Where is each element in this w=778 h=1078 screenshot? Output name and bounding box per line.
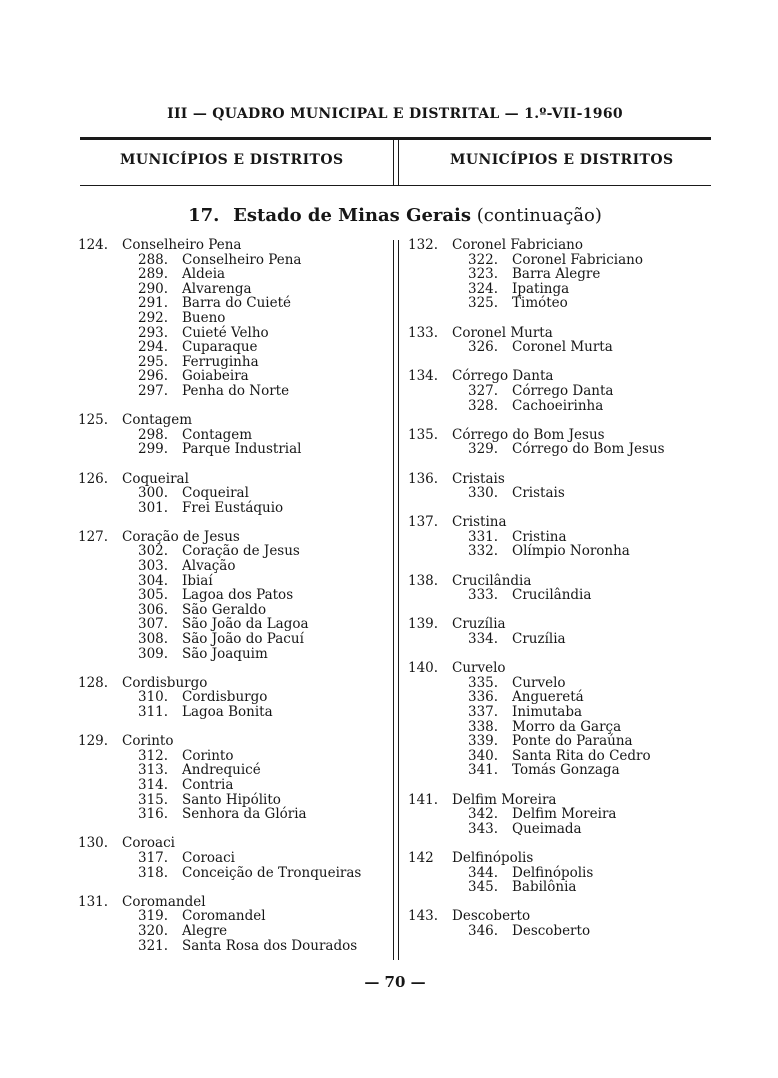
district-row [78, 778, 378, 793]
district-row [78, 939, 378, 954]
municipality-row [408, 793, 708, 808]
district-row [408, 749, 708, 764]
district-row [78, 442, 378, 457]
district-number: 331. [468, 528, 499, 545]
district-row [408, 924, 708, 939]
district-number: 323. [468, 266, 499, 283]
municipality-number: 130. [78, 835, 109, 852]
district-row [78, 603, 378, 618]
district-number: 341. [468, 762, 499, 779]
municipality-name: Coronel Murta [452, 324, 553, 341]
district-row [78, 326, 378, 341]
district-row [78, 866, 378, 881]
municipality-row [408, 326, 708, 341]
district-name: Olímpio Noronha [512, 543, 630, 560]
district-number: 299. [138, 441, 169, 458]
district-number: 318. [138, 864, 169, 881]
district-number: 311. [138, 704, 169, 720]
municipality-row [78, 895, 378, 910]
municipality-entry [408, 851, 708, 895]
district-row [78, 632, 378, 647]
municipality-entry [408, 661, 708, 778]
district-name: Cachoeirinha [512, 397, 604, 414]
district-row [78, 384, 378, 399]
district-name: Babilônia [512, 879, 577, 896]
district-number: 291. [138, 295, 169, 312]
district-name: Conceição de Tronqueiras [182, 864, 362, 881]
district-number: 332. [468, 543, 499, 560]
district-number: 304. [138, 572, 169, 589]
district-row [78, 369, 378, 384]
district-name: São João da Lagoa [182, 616, 309, 633]
municipality-name: Descoberto [452, 908, 531, 925]
district-row [78, 486, 378, 501]
district-name: Ibiaí [182, 572, 213, 589]
municipality-row [408, 574, 708, 589]
heading-divider-b [398, 140, 399, 185]
district-number: 339. [468, 733, 499, 750]
district-name: Ipatinga [512, 280, 570, 297]
district-row [408, 544, 708, 559]
municipality-number: 127. [78, 528, 109, 545]
municipality-row [408, 238, 708, 253]
district-name: Coqueiral [182, 485, 249, 502]
district-number: 298. [138, 426, 169, 443]
municipality-entry [78, 530, 378, 661]
district-row [408, 530, 708, 545]
district-number: 330. [468, 485, 499, 502]
municipality-number: 137. [408, 514, 439, 531]
municipality-name: Cristais [452, 470, 505, 487]
district-row [78, 296, 378, 311]
state-number: 17. [188, 205, 220, 226]
district-row [78, 428, 378, 443]
municipality-row [408, 661, 708, 676]
column-divider-a [393, 240, 394, 960]
district-name: Coromandel [182, 908, 266, 925]
district-row [78, 793, 378, 808]
district-number: 313. [138, 762, 169, 779]
district-number: 310. [138, 689, 169, 706]
district-name: Delfim Moreira [512, 806, 617, 823]
district-number: 327. [468, 382, 499, 399]
municipality-name: Córrego Danta [452, 368, 554, 385]
district-number: 335. [468, 674, 499, 691]
municipality-row [408, 515, 708, 530]
municipality-number: 125. [78, 412, 109, 429]
district-number: 322. [468, 251, 499, 268]
district-name: Barra do Cuieté [182, 295, 292, 312]
district-number: 343. [468, 820, 499, 837]
municipality-name: Coqueiral [122, 470, 189, 487]
municipality-entry [408, 574, 708, 603]
municipality-name: Crucilândia [452, 572, 532, 589]
district-name: Barra Alegre [512, 266, 601, 283]
district-row [408, 763, 708, 778]
district-name: São João do Pacuí [182, 631, 304, 648]
district-number: 326. [468, 339, 499, 356]
district-row [78, 559, 378, 574]
municipality-entry [78, 472, 378, 516]
district-number: 317. [138, 849, 169, 866]
municipality-number: 143. [408, 908, 439, 925]
municipality-name: Córrego do Bom Jesus [452, 426, 605, 443]
municipality-number: 134. [408, 368, 439, 385]
district-name: Lagoa Bonita [182, 704, 273, 720]
district-row [78, 267, 378, 282]
district-name: Timóteo [512, 295, 568, 312]
municipality-row [78, 676, 378, 691]
municipality-entry [408, 515, 708, 559]
state-title [80, 205, 710, 226]
district-number: 312. [138, 747, 169, 764]
district-number: 301. [138, 499, 169, 516]
district-number: 328. [468, 397, 499, 414]
district-number: 295. [138, 353, 169, 370]
district-row [78, 924, 378, 939]
municipality-name: Contagem [122, 412, 193, 429]
district-name: Corinto [182, 747, 234, 764]
district-number: 306. [138, 601, 169, 618]
district-number: 319. [138, 908, 169, 925]
district-number: 338. [468, 718, 499, 735]
municipality-entry [78, 895, 378, 953]
district-number: 337. [468, 704, 499, 720]
page-header-title: III — QUADRO MUNICIPAL E DISTRITAL — 1.º-VII-1960 [167, 106, 623, 122]
municipality-entry [408, 909, 708, 938]
district-name: Inimutaba [512, 704, 583, 720]
district-row [78, 749, 378, 764]
page-number: — 70 — [364, 973, 426, 991]
district-name: São Geraldo [182, 601, 267, 618]
district-name: Cuieté Velho [182, 324, 269, 341]
municipality-entry [408, 238, 708, 311]
district-name: Santo Hipólito [182, 791, 281, 808]
municipality-name: Conselheiro Pena [122, 237, 242, 253]
district-row [408, 384, 708, 399]
district-row [408, 705, 708, 720]
municipality-list-right [408, 238, 708, 953]
column-heading-left: MUNICÍPIOS E DISTRITOS [120, 152, 344, 168]
district-row [408, 267, 708, 282]
district-row [408, 720, 708, 735]
municipality-entry [78, 836, 378, 880]
district-name: Conselheiro Pena [182, 251, 302, 268]
district-name: Coroaci [182, 849, 235, 866]
municipality-entry [78, 676, 378, 720]
municipality-row [78, 836, 378, 851]
district-number: 333. [468, 587, 499, 604]
district-number: 290. [138, 280, 169, 297]
district-row [78, 282, 378, 297]
municipality-entry [78, 238, 378, 399]
municipality-name: Delfinópolis [452, 849, 534, 866]
district-row [408, 676, 708, 691]
district-row [408, 296, 708, 311]
district-row [78, 617, 378, 632]
municipality-row [78, 530, 378, 545]
district-name: Frei Eustáquio [182, 499, 284, 516]
district-row [78, 690, 378, 705]
district-row [408, 588, 708, 603]
column-divider-b [398, 240, 399, 960]
district-name: Senhora da Glória [182, 806, 307, 823]
column-heading-right: MUNICÍPIOS E DISTRITOS [450, 152, 674, 168]
district-number: 303. [138, 558, 169, 575]
district-name: Morro da Garça [512, 718, 622, 735]
district-row [78, 588, 378, 603]
district-row [78, 311, 378, 326]
district-number: 293. [138, 324, 169, 341]
column-heading-rule [80, 185, 711, 186]
district-row [78, 340, 378, 355]
district-number: 307. [138, 616, 169, 633]
municipality-number: 131. [78, 893, 109, 910]
district-name: Lagoa dos Patos [182, 587, 294, 604]
district-name: Curvelo [512, 674, 566, 691]
municipality-name: Cruzília [452, 616, 506, 633]
municipality-number: 141. [408, 791, 439, 808]
district-name: Alvação [182, 558, 236, 575]
district-name: Descoberto [512, 922, 591, 939]
district-name: Bueno [182, 309, 226, 326]
municipality-name: Cristina [452, 514, 507, 531]
district-row [408, 734, 708, 749]
district-name: Santa Rosa dos Dourados [182, 937, 358, 954]
district-row [408, 632, 708, 647]
district-number: 336. [468, 689, 499, 706]
municipality-name: Coroaci [122, 835, 175, 852]
district-name: Goiabeira [182, 368, 249, 385]
district-name: Alvarenga [182, 280, 252, 297]
district-name: Coronel Fabriciano [512, 251, 643, 268]
municipality-row [78, 472, 378, 487]
municipality-name: Coronel Fabriciano [452, 237, 583, 253]
district-row [408, 486, 708, 501]
district-name: Contria [182, 776, 234, 793]
district-row [408, 807, 708, 822]
municipality-number: 128. [78, 674, 109, 691]
district-row [78, 544, 378, 559]
district-name: Córrego Danta [512, 382, 614, 399]
state-name: Estado de Minas Gerais [233, 205, 472, 226]
district-name: Coração de Jesus [182, 543, 300, 560]
district-row [408, 282, 708, 297]
municipality-entry [408, 793, 708, 837]
municipality-number: 129. [78, 733, 109, 750]
district-name: Andrequicé [182, 762, 261, 779]
municipality-number: 126. [78, 470, 109, 487]
district-name: Delfinópolis [512, 864, 594, 881]
district-number: 305. [138, 587, 169, 604]
district-number: 321. [138, 937, 169, 954]
district-number: 308. [138, 631, 169, 648]
municipality-number: 132. [408, 237, 439, 253]
district-row [78, 807, 378, 822]
municipality-number: 139. [408, 616, 439, 633]
district-number: 345. [468, 879, 499, 896]
municipality-number: 133. [408, 324, 439, 341]
district-row [408, 340, 708, 355]
municipality-number: 136. [408, 470, 439, 487]
district-name: Tomás Gonzaga [512, 762, 620, 779]
district-number: 314. [138, 776, 169, 793]
municipality-name: Coromandel [122, 893, 206, 910]
district-name: Cuparaque [182, 339, 258, 356]
district-name: São Joaquim [182, 645, 268, 662]
district-name: Cristina [512, 528, 567, 545]
municipality-row [408, 909, 708, 924]
district-number: 300. [138, 485, 169, 502]
municipality-name: Delfim Moreira [452, 791, 557, 808]
district-name: Coronel Murta [512, 339, 613, 356]
district-number: 309. [138, 645, 169, 662]
municipality-row [408, 369, 708, 384]
district-number: 296. [138, 368, 169, 385]
municipality-entry [408, 369, 708, 413]
district-name: Santa Rita do Cedro [512, 747, 651, 764]
municipality-number: 140. [408, 660, 439, 677]
district-number: 340. [468, 747, 499, 764]
district-row [408, 866, 708, 881]
district-number: 324. [468, 280, 499, 297]
municipality-name: Corinto [122, 733, 174, 750]
municipality-entry [408, 472, 708, 501]
district-row [408, 442, 708, 457]
municipality-entry [408, 326, 708, 355]
district-name: Aldeia [182, 266, 226, 283]
district-row [408, 822, 708, 837]
district-row [408, 253, 708, 268]
district-name: Córrego do Bom Jesus [512, 441, 665, 458]
district-name: Contagem [182, 426, 253, 443]
header-rule [80, 137, 711, 140]
district-row [78, 763, 378, 778]
municipality-entry [78, 734, 378, 822]
municipality-row [78, 413, 378, 428]
district-row [408, 399, 708, 414]
municipality-row [78, 734, 378, 749]
district-row [78, 574, 378, 589]
district-row [78, 851, 378, 866]
district-row [408, 880, 708, 895]
district-name: Parque Industrial [182, 441, 302, 458]
district-name: Ponte do Paraúna [512, 733, 633, 750]
municipality-row [408, 851, 708, 866]
district-name: Cristais [512, 485, 565, 502]
district-row [78, 501, 378, 516]
municipality-list-left [78, 238, 378, 968]
state-continuation: (continuação) [476, 205, 602, 226]
district-number: 289. [138, 266, 169, 283]
district-number: 292. [138, 309, 169, 326]
district-number: 342. [468, 806, 499, 823]
municipality-entry [408, 617, 708, 646]
district-number: 297. [138, 382, 169, 399]
district-name: Alegre [182, 922, 228, 939]
district-number: 329. [468, 441, 499, 458]
district-row [78, 355, 378, 370]
municipality-number: 142 [408, 849, 434, 866]
district-number: 346. [468, 922, 499, 939]
municipality-name: Cordisburgo [122, 674, 208, 691]
municipality-number: 135. [408, 426, 439, 443]
district-name: Crucilândia [512, 587, 592, 604]
district-name: Queimada [512, 820, 582, 837]
municipality-row [408, 472, 708, 487]
district-row [78, 253, 378, 268]
municipality-row [408, 428, 708, 443]
district-number: 294. [138, 339, 169, 356]
district-number: 316. [138, 806, 169, 823]
municipality-number: 124. [78, 237, 109, 253]
district-number: 302. [138, 543, 169, 560]
district-row [78, 647, 378, 662]
municipality-row [78, 238, 378, 253]
municipality-name: Coração de Jesus [122, 528, 240, 545]
municipality-entry [408, 428, 708, 457]
municipality-name: Curvelo [452, 660, 506, 677]
district-name: Penha do Norte [182, 382, 290, 399]
district-number: 320. [138, 922, 169, 939]
heading-divider-a [393, 140, 394, 185]
district-row [78, 705, 378, 720]
district-number: 334. [468, 631, 499, 648]
municipality-number: 138. [408, 572, 439, 589]
district-number: 344. [468, 864, 499, 881]
municipality-entry [78, 413, 378, 457]
district-number: 325. [468, 295, 499, 312]
district-row [78, 909, 378, 924]
district-row [408, 690, 708, 705]
district-name: Ferruginha [182, 353, 259, 370]
district-number: 288. [138, 251, 169, 268]
district-number: 315. [138, 791, 169, 808]
district-name: Angueretá [512, 689, 584, 706]
district-name: Cruzília [512, 631, 566, 648]
district-name: Cordisburgo [182, 689, 268, 706]
municipality-row [408, 617, 708, 632]
